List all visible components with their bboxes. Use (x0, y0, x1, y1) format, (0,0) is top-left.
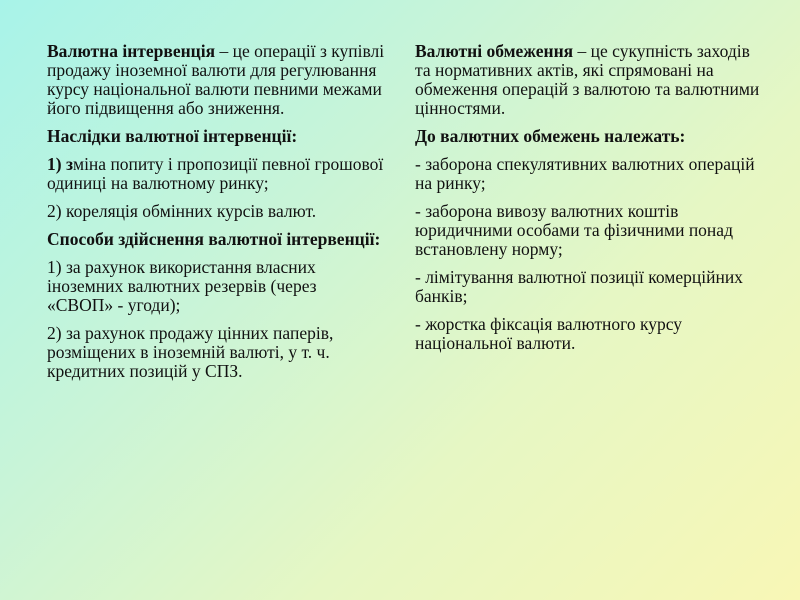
restriction-item-2: - заборона вивозу валютних коштів юридичними особами та фізичними понад встановлену норму; (415, 201, 733, 259)
consequence-2: 2) кореляція обмінних курсів валют. (47, 201, 317, 221)
restrictions-term: Валютні обмеження (415, 41, 574, 61)
restriction-item-4: - жорстка фіксація валютного курсу національної валюти. (415, 314, 683, 353)
method-1: 1) за рахунок використання власних іноземних валютних резервів (через «СВОП» - угоди); (47, 257, 317, 315)
methods-heading: Способи здійснення валютної інтервенції: (47, 229, 381, 249)
consequences-heading: Наслідки валютної інтервенції: (47, 126, 298, 146)
method-2: 2) за рахунок продажу цінних паперів, розміщених в іноземній валюті, у т. ч. кредитних позицій у СПЗ. (47, 323, 334, 381)
restrictions-definition (415, 42, 760, 118)
left-column (47, 42, 387, 390)
intervention-definition-text: – це операції з купівлі продажу іноземної валюти для регулювання курсу національної валюти певними межами його підвищення або зниження. (47, 41, 385, 118)
restrictions-heading: До валютних обмежень належать: (415, 126, 686, 146)
right-column (415, 42, 760, 362)
restrictions-definition-text: – це сукупність заходів та нормативних актів, які спрямовані на обмеження операцій з валютою та валютними цінностями. (415, 41, 760, 118)
restriction-item-1: - заборона спекулятивних валютних операцій на ринку; (415, 154, 755, 193)
restriction-item-3: - лімітування валютної позиції комерційних банків; (415, 267, 743, 306)
consequence-1: 1) зміна попиту і пропозиції певної грошової одиниці на валютному ринку; (47, 154, 384, 193)
intervention-term: Валютна інтервенція (47, 41, 216, 61)
intervention-definition (47, 42, 387, 118)
